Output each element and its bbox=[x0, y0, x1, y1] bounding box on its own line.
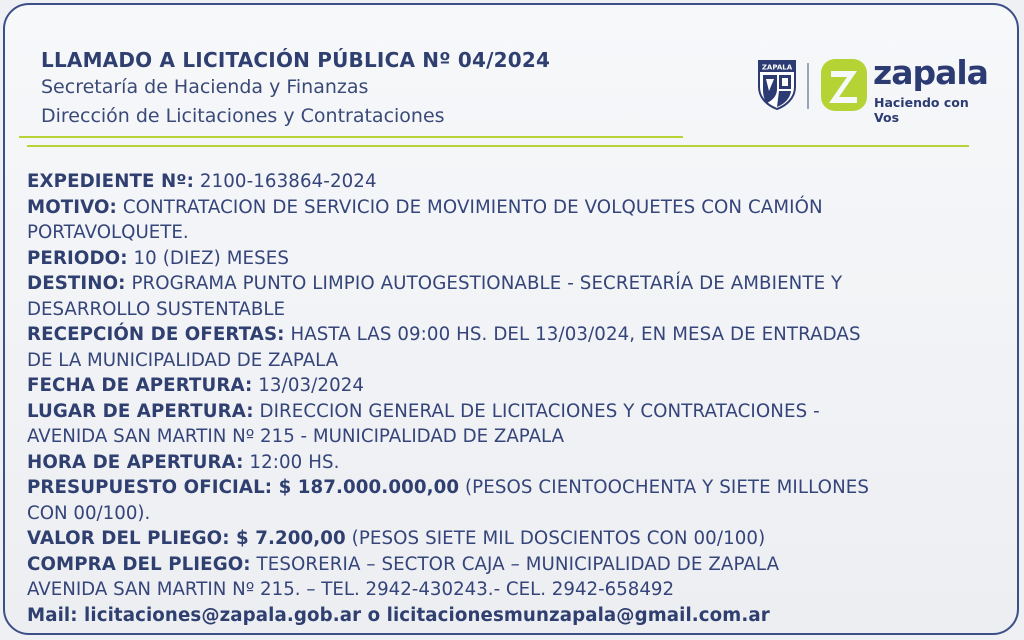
zapala-z-icon bbox=[821, 59, 867, 111]
field-label: EXPEDIENTE Nº: bbox=[27, 171, 195, 192]
field-mail[interactable] bbox=[27, 603, 1017, 629]
field-value: 13/03/2024 bbox=[252, 375, 365, 396]
field-destino-cont: DESARROLLO SUSTENTABLE bbox=[27, 298, 285, 320]
field-value: (PESOS SIETE MIL DOSCIENTOS CON 00/100) bbox=[345, 528, 766, 549]
department-name: Secretaría de Hacienda y Finanzas bbox=[41, 76, 369, 98]
field-motivo bbox=[27, 195, 1017, 221]
field-label: PRESUPUESTO OFICIAL: $ 187.000.000,00 bbox=[27, 477, 460, 498]
field-value: DIRECCION GENERAL DE LICITACIONES Y CONTRATACIONES - bbox=[253, 400, 820, 422]
brand-tagline: Haciendo con Vos bbox=[874, 95, 969, 125]
field-recepcion-cont: DE LA MUNICIPALIDAD DE ZAPALA bbox=[27, 349, 339, 371]
field-label: LUGAR DE APERTURA: bbox=[27, 400, 254, 422]
field-label: PERIODO: bbox=[27, 247, 128, 269]
field-value: TESORERIA – SECTOR CAJA – MUNICIPALIDAD DE ZAPALA bbox=[250, 553, 780, 575]
field-presupuesto-cont: CON 00/100). bbox=[27, 502, 151, 524]
field-label: FECHA DE APERTURA: bbox=[27, 375, 253, 396]
logo-divider bbox=[807, 63, 809, 109]
shield-text: ZAPALA bbox=[761, 63, 793, 72]
field-valor-pliego bbox=[27, 526, 1017, 552]
field-value: 12:00 HS. bbox=[243, 451, 340, 473]
field-periodo bbox=[27, 246, 1017, 272]
contact-emails[interactable]: Mail: licitaciones@zapala.gob.ar o licitacionesmunzapala@gmail.com.ar bbox=[27, 604, 770, 626]
field-label: RECEPCIÓN DE OFERTAS: bbox=[27, 324, 285, 345]
field-value: 2100-163864-2024 bbox=[194, 171, 377, 192]
field-compra-pliego bbox=[27, 552, 1017, 578]
notice-card bbox=[3, 3, 1019, 635]
field-value: HASTA LAS 09:00 HS. DEL 13/03/024, EN MESA DE ENTRADAS bbox=[284, 324, 861, 345]
header-rule-secondary bbox=[27, 145, 969, 147]
field-lugar-apertura-cont: AVENIDA SAN MARTIN Nº 215 - MUNICIPALIDAD DE ZAPALA bbox=[27, 426, 565, 447]
field-value: PROGRAMA PUNTO LIMPIO AUTOGESTIONABLE - SECRETARÍA DE AMBIENTE Y bbox=[125, 273, 843, 294]
field-value: (PESOS CIENTOOCHENTA Y SIETE MILLONES bbox=[459, 477, 870, 498]
header-rule bbox=[19, 136, 683, 138]
logo-group bbox=[757, 53, 997, 125]
notice-title: LLAMADO A LICITACIÓN PÚBLICA Nº 04/2024 bbox=[41, 48, 551, 72]
field-motivo-cont: PORTAVOLQUETE. bbox=[27, 222, 189, 243]
field-expediente bbox=[27, 169, 1017, 195]
notice-body bbox=[27, 169, 1017, 628]
brand-name: zapala bbox=[873, 53, 988, 92]
field-recepcion bbox=[27, 322, 1017, 348]
field-lugar-apertura bbox=[27, 399, 1017, 425]
field-label: DESTINO: bbox=[27, 273, 126, 294]
field-label: HORA DE APERTURA: bbox=[27, 451, 244, 473]
field-compra-pliego-cont: AVENIDA SAN MARTIN Nº 215. – TEL. 2942-430243.- CEL. 2942-658492 bbox=[27, 579, 675, 600]
field-label: MOTIVO: bbox=[27, 196, 117, 218]
field-presupuesto bbox=[27, 475, 1017, 501]
directorate-name: Dirección de Licitaciones y Contrataciones bbox=[41, 105, 445, 127]
field-fecha-apertura bbox=[27, 373, 1017, 399]
field-value: CONTRATACION DE SERVICIO DE MOVIMIENTO DE VOLQUETES CON CAMIÓN bbox=[116, 196, 823, 218]
field-destino bbox=[27, 271, 1017, 297]
field-label: COMPRA DEL PLIEGO: bbox=[27, 553, 251, 575]
field-value: 10 (DIEZ) MESES bbox=[127, 247, 289, 269]
field-hora-apertura bbox=[27, 450, 1017, 476]
zapala-shield-icon bbox=[757, 59, 797, 111]
notice-header bbox=[41, 47, 550, 131]
field-label: VALOR DEL PLIEGO: $ 7.200,00 bbox=[27, 528, 346, 549]
